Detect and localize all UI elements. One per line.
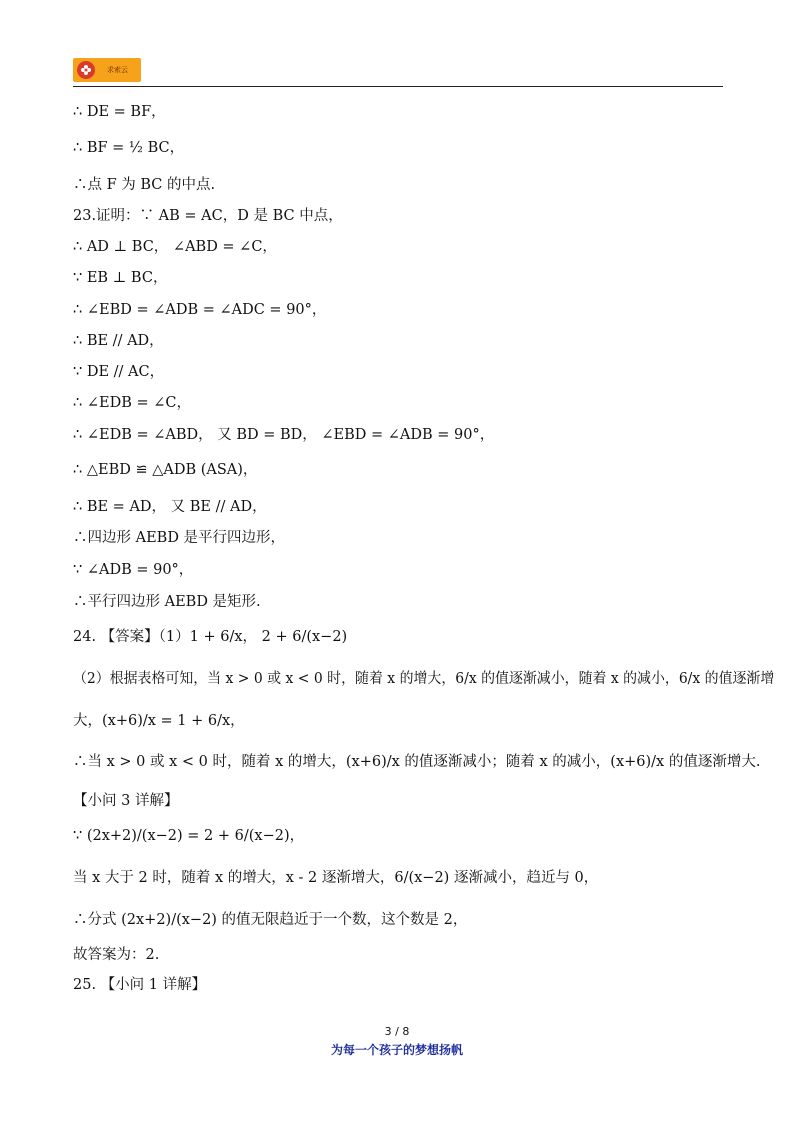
text-line: ∴分式 (2x+2)/(x−2) 的值无限趋近于一个数，这个数是 2， <box>73 912 468 928</box>
text-line: ∴ BE = AD， 又 BE // AD， <box>73 499 267 515</box>
text-line: ∴ ∠EDB = ∠ABD， 又 BD = BD， ∠EBD = ∠ADB = 90°， <box>73 427 495 443</box>
flower-icon <box>77 61 95 79</box>
text-line: 23.证明：∵ AB = AC，D 是 BC 中点， <box>73 208 343 224</box>
text-line: ∴ BE // AD， <box>73 333 164 349</box>
text-line: ∵ (2x+2)/(x−2) = 2 + 6/(x−2)， <box>73 828 305 844</box>
text-line: ∴ ∠EBD = ∠ADB = ∠ADC = 90°， <box>73 302 327 318</box>
text-line: ∴ ∠EDB = ∠C， <box>73 395 191 411</box>
section-heading: 【小问 3 详解】 <box>73 793 179 809</box>
text-line: ∴当 x > 0 或 x < 0 时，随着 x 的增大，(x+6)/x 的值逐渐减小；随着 x 的减小，(x+6)/x 的值逐渐增大. <box>73 754 761 770</box>
text-line: 故答案为：2. <box>73 947 160 963</box>
footer-slogan: 为每一个孩子的梦想扬帆 <box>330 1043 463 1057</box>
text-line: ∴ DE = BF， <box>73 104 166 120</box>
text-line: ∴ AD ⊥ BC， ∠ABD = ∠C， <box>73 239 277 255</box>
brand-logo <box>73 58 141 82</box>
text-line: ∵ DE // AC， <box>73 364 165 380</box>
text-line: ∴平行四边形 AEBD 是矩形. <box>73 594 261 610</box>
section-heading: 25. 【小问 1 详解】 <box>73 977 207 993</box>
text-line: ∴四边形 AEBD 是平行四边形， <box>73 530 286 546</box>
header-rule <box>73 86 723 87</box>
text-line: ∴ BF = ½ BC， <box>73 140 185 156</box>
text-line: ∴点 F 为 BC 的中点. <box>73 177 216 193</box>
text-line: 大，(x+6)/x = 1 + 6/x， <box>73 713 245 729</box>
text-line: （2）根据表格可知，当 x > 0 或 x < 0 时，随着 x 的增大，6/x 的值逐渐减小，随着 x 的减小，6/x 的值逐渐增 <box>73 671 775 687</box>
logo-text: 求索云 <box>107 66 128 74</box>
page-number: 3 / 8 <box>384 1025 410 1038</box>
text-line: ∵ ∠ADB = 90°， <box>73 562 194 578</box>
text-line: 当 x 大于 2 时，随着 x 的增大，x - 2 逐渐增大，6/(x−2) 逐渐减小，趋近与 0， <box>73 870 599 886</box>
text-line: ∴ △EBD ≌ △ADB (ASA)， <box>73 462 258 478</box>
text-line: 24. 【答案】（1）1 + 6/x， 2 + 6/(x−2) <box>73 629 348 645</box>
text-line: ∵ EB ⊥ BC， <box>73 270 168 286</box>
